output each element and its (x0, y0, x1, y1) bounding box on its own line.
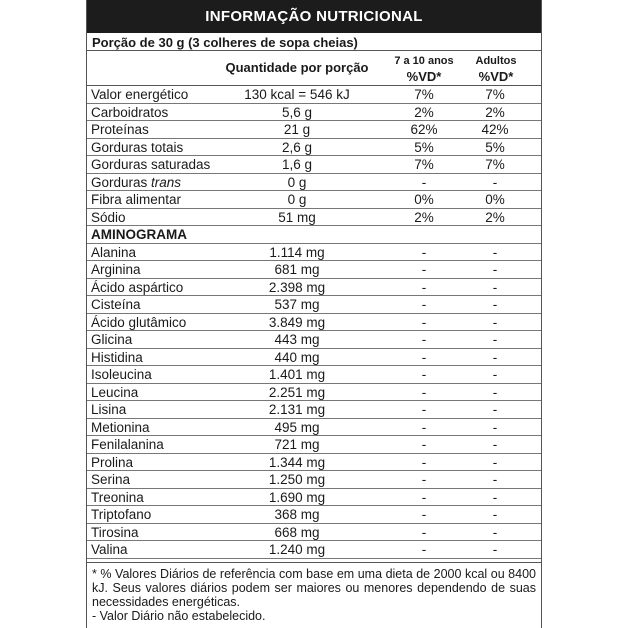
row-quantity: 440 mg (274, 349, 320, 365)
row-label: Gorduras saturadas (91, 157, 211, 172)
row-label: Carboidratos (91, 104, 169, 120)
row-quantity: 1.401 mg (268, 367, 326, 382)
row-label: Valina (91, 542, 128, 557)
row-quantity: 681 mg (274, 262, 320, 277)
table-row (87, 86, 541, 104)
row-label: Sódio (91, 209, 126, 225)
footer-note-reference: * % Valores Diários de referência com base em uma dieta de 2000 kcal ou 8400 kJ. Seus valores diários podem ser maiores ou menores dependendo de suas necessidades energéticas. (92, 567, 536, 609)
row-quantity: 721 mg (274, 437, 320, 452)
aminogram-heading: AMINOGRAMA (87, 226, 541, 244)
table-row (87, 366, 541, 384)
row-label: Fenilalanina (91, 437, 164, 452)
table-row (87, 139, 541, 157)
row-vd-adults: - (492, 437, 498, 452)
row-label: Prolina (91, 454, 134, 470)
row-vd-children: - (421, 332, 427, 347)
row-vd-children: - (421, 384, 427, 400)
row-vd-adults: - (492, 402, 498, 417)
row-vd-children: - (421, 174, 427, 190)
row-vd-adults: - (492, 489, 498, 505)
row-label: Metionina (91, 419, 150, 435)
row-vd-adults: - (492, 472, 498, 487)
row-vd-children: - (421, 314, 427, 330)
row-quantity: 2.131 mg (268, 402, 326, 417)
row-vd-adults: - (492, 297, 498, 312)
table-row (87, 121, 541, 139)
table-row (87, 471, 541, 489)
table-row (87, 384, 541, 402)
row-quantity: 51 mg (278, 209, 316, 225)
row-vd-adults: - (492, 244, 498, 260)
row-vd-children: - (421, 244, 427, 260)
nutrition-facts-table (86, 0, 542, 628)
row-vd-adults: 2% (485, 104, 505, 120)
row-vd-adults: 0% (485, 192, 505, 207)
row-quantity: 5,6 g (281, 104, 313, 120)
row-vd-children: - (421, 437, 427, 452)
row-quantity: 2,6 g (281, 139, 313, 155)
row-vd-children: 0% (414, 192, 434, 207)
row-vd-adults: 7% (485, 87, 505, 102)
row-vd-adults: 2% (485, 209, 505, 225)
row-vd-children: - (421, 402, 427, 417)
row-vd-children: 2% (414, 104, 434, 120)
row-vd-adults: - (492, 332, 498, 347)
row-quantity: 1.250 mg (268, 472, 326, 487)
group2-header: Adultos (475, 55, 517, 67)
row-label-text: Gorduras (91, 174, 148, 190)
row-vd-children: 7% (414, 87, 434, 102)
table-row (87, 279, 541, 297)
row-vd-adults: - (492, 349, 498, 365)
row-label: Triptofano (91, 507, 152, 522)
group2-vd-header: %VD* (478, 69, 514, 84)
table-row (87, 296, 541, 314)
footer-notes (87, 562, 541, 627)
row-label: Gorduras totais (91, 139, 184, 155)
table-row (87, 331, 541, 349)
row-vd-adults: 42% (481, 122, 509, 137)
table-row (87, 261, 541, 279)
row-label: Leucina (91, 384, 139, 400)
row-quantity: 1.690 mg (268, 489, 326, 505)
row-vd-children: - (421, 472, 427, 487)
row-vd-adults: - (492, 419, 498, 435)
row-label: Treonina (91, 489, 144, 505)
group1-header: 7 a 10 anos (394, 55, 454, 67)
row-quantity: 21 g (283, 122, 311, 137)
row-label: Lisina (91, 402, 127, 417)
row-label: Proteínas (91, 122, 149, 137)
row-vd-children: - (421, 349, 427, 365)
table-row (87, 314, 541, 332)
table-row (87, 419, 541, 437)
table-row (87, 489, 541, 507)
table-row (87, 174, 541, 192)
row-quantity: 0 g (287, 192, 307, 207)
row-vd-adults: - (492, 524, 498, 540)
table-row (87, 454, 541, 472)
table-row (87, 104, 541, 122)
group1-vd-header: %VD* (406, 69, 442, 84)
row-quantity: 495 mg (274, 419, 320, 435)
row-quantity: 1,6 g (281, 157, 313, 172)
row-quantity: 2.251 mg (268, 384, 326, 400)
row-quantity: 2.398 mg (268, 279, 326, 295)
table-row (87, 156, 541, 174)
table-row (87, 541, 541, 559)
row-quantity: 368 mg (274, 507, 320, 522)
row-label: Alanina (91, 244, 137, 260)
row-vd-children: - (421, 367, 427, 382)
quantity-header: Quantidade por porção (225, 60, 369, 75)
row-vd-adults: - (492, 314, 498, 330)
row-vd-adults: - (492, 542, 498, 557)
row-quantity: 537 mg (274, 297, 320, 312)
row-quantity: 668 mg (274, 524, 320, 540)
row-vd-children: - (421, 297, 427, 312)
row-vd-children: - (421, 507, 427, 522)
row-label-italic: trans (151, 174, 182, 190)
row-label (91, 174, 181, 192)
table-row (87, 191, 541, 209)
table-row (87, 209, 541, 227)
row-quantity: 130 kcal = 546 kJ (244, 87, 350, 102)
table-row (87, 401, 541, 419)
row-vd-children: 5% (414, 139, 434, 155)
nutrient-rows (87, 85, 541, 559)
row-vd-children: - (421, 419, 427, 435)
row-vd-adults: - (492, 367, 498, 382)
row-label: Valor energético (91, 87, 189, 102)
row-vd-children: 7% (414, 157, 434, 172)
portion-size: Porção de 30 g (3 colheres de sopa cheias) (87, 34, 541, 51)
row-vd-children: - (421, 262, 427, 277)
row-label: Ácido glutâmico (91, 314, 187, 330)
row-label: Serina (91, 472, 131, 487)
row-quantity: 3.849 mg (268, 314, 326, 330)
table-row (87, 506, 541, 524)
row-vd-adults: - (492, 174, 498, 190)
row-vd-children: 62% (410, 122, 438, 137)
row-vd-adults: - (492, 507, 498, 522)
row-label: Arginina (91, 262, 141, 277)
row-label: Glicina (91, 332, 133, 347)
row-vd-adults: - (492, 454, 498, 470)
row-vd-children: - (421, 524, 427, 540)
row-label: Cisteína (91, 297, 141, 312)
row-label: Histidina (91, 349, 143, 365)
footer-note-not-established: - Valor Diário não estabelecido. (92, 609, 266, 623)
row-vd-adults: - (492, 384, 498, 400)
row-quantity: 0 g (287, 174, 307, 190)
row-vd-children: - (421, 454, 427, 470)
row-label: Ácido aspártico (91, 279, 184, 295)
row-vd-children: - (421, 279, 427, 295)
row-vd-adults: - (492, 262, 498, 277)
row-vd-adults: 7% (485, 157, 505, 172)
row-vd-adults: - (492, 279, 498, 295)
row-quantity: 443 mg (274, 332, 320, 347)
table-row (87, 436, 541, 454)
row-quantity: 1.344 mg (268, 454, 326, 470)
row-vd-children: - (421, 542, 427, 557)
table-title: INFORMAÇÃO NUTRICIONAL (87, 0, 541, 33)
table-row (87, 349, 541, 367)
row-quantity: 1.114 mg (269, 244, 325, 260)
row-label: Fibra alimentar (91, 192, 182, 207)
row-label: Tirosina (91, 524, 139, 540)
row-quantity: 1.240 mg (268, 542, 326, 557)
row-vd-children: 2% (414, 209, 434, 225)
row-vd-adults: 5% (485, 139, 505, 155)
table-row (87, 244, 541, 262)
row-vd-children: - (421, 489, 427, 505)
table-row (87, 524, 541, 542)
row-label: Isoleucina (91, 367, 152, 382)
